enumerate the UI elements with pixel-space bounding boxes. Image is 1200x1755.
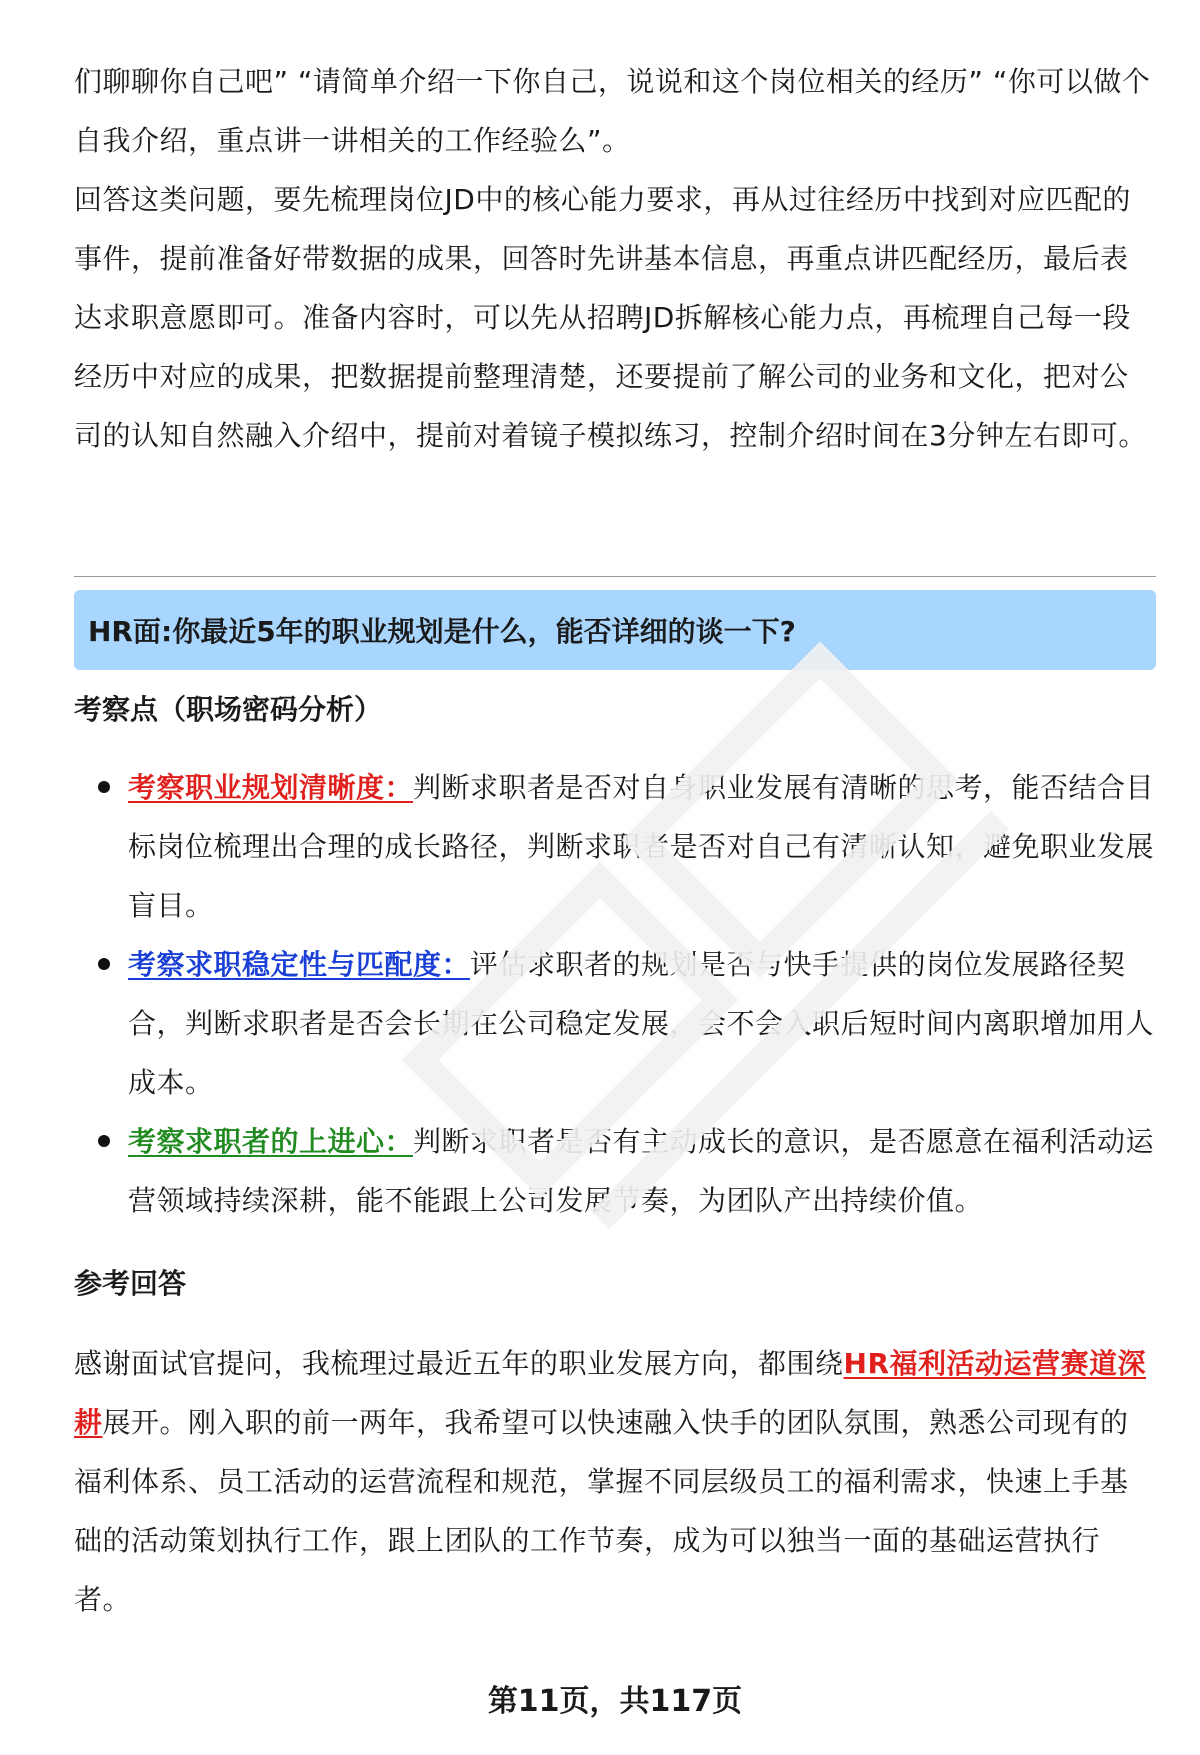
section-divider (74, 576, 1156, 577)
reference-answer (74, 1334, 1156, 1629)
assessment-item (128, 935, 1156, 1112)
question-title: HR面:你最近5年的职业规划是什么，能否详细的谈一下? (88, 615, 796, 648)
page-number: 第11页，共117页 (487, 1684, 743, 1719)
bullet-dot-icon (98, 1135, 110, 1147)
answer-highlight: HR福利活动运营赛道深耕 (74, 1347, 1147, 1439)
assessment-item (128, 1112, 1156, 1230)
assessment-item (128, 758, 1156, 935)
answer-text-before: 感谢面试官提问，我梳理过最近五年的职业发展方向，都围绕 (74, 1347, 844, 1380)
assessment-keyword: 考察职业规划清晰度： (128, 771, 414, 804)
document-page (74, 0, 1156, 1755)
bullet-dot-icon (98, 781, 110, 793)
assessment-keyword: 考察求职者的上进心： (128, 1125, 414, 1158)
assessment-text: 判断求职者是否对自身职业发展有清晰的思考，能否结合目标岗位梳理出合理的成长路径，判断求职者是否对自己有清晰认知，避免职业发展盲目。 (128, 771, 1155, 922)
reference-heading: 参考回答 (74, 1267, 187, 1300)
assessment-heading: 考察点（职场密码分析） (74, 693, 383, 726)
assessment-keyword: 考察求职稳定性与匹配度： (128, 948, 471, 981)
assessment-text: 判断求职者是否有主动成长的意识，是否愿意在福利活动运营领域持续深耕，能不能跟上公司发展节奏，为团队产出持续价值。 (128, 1125, 1155, 1217)
question-banner (74, 590, 1156, 670)
intro-paragraph-2: 回答这类问题，要先梳理岗位JD中的核心能力要求，再从过往经历中找到对应匹配的事件，提前准备好带数据的成果，回答时先讲基本信息，再重点讲匹配经历，最后表达求职意愿即可。准备内容时，可以先从招聘JD拆解核心能力点，再梳理自己每一段经历中对应的成果，把数据提前整理清楚，还要提前了解公司的业务和文化，把对公司的认知自然融入介绍中，提前对着镜子模拟练习，控制介绍时间在3分钟左右即可。 (74, 183, 1147, 452)
answer-text-after: 展开。刚入职的前一两年，我希望可以快速融入快手的团队氛围，熟悉公司现有的福利体系、员工活动的运营流程和规范，掌握不同层级员工的福利需求，快速上手基础的活动策划执行工作，跟上团队的工作节奏，成为可以独当一面的基础运营执行者。 (74, 1406, 1129, 1616)
intro-paragraph-1: 们聊聊你自己吧” “请简单介绍一下你自己，说说和这个岗位相关的经历” “你可以做个自我介绍，重点讲一讲相关的工作经验么”。 (74, 65, 1151, 157)
bullet-dot-icon (98, 958, 110, 970)
assessment-text: 评估求职者的规划是否与快手提供的岗位发展路径契合，判断求职者是否会长期在公司稳定发展，会不会入职后短时间内离职增加用人成本。 (128, 948, 1155, 1099)
assessment-list (128, 758, 1156, 1230)
